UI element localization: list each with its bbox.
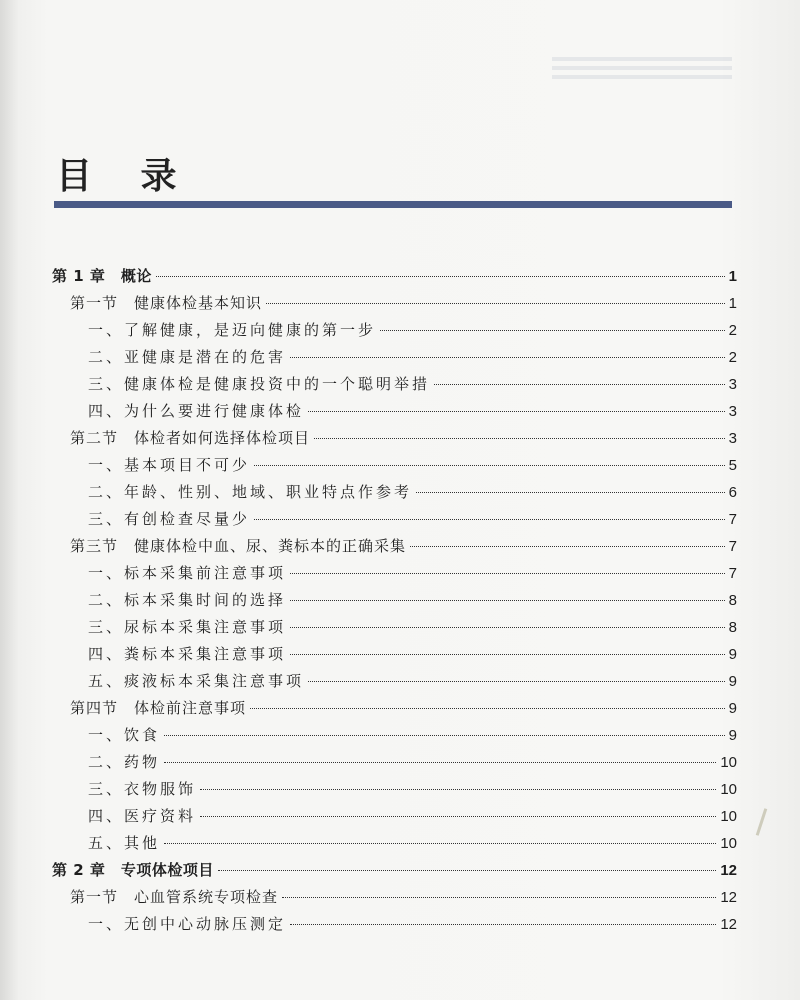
toc-entry-label: 四、粪标本采集注意事项 bbox=[88, 645, 287, 663]
dot-leader bbox=[308, 681, 725, 682]
toc-page-number: 9 bbox=[728, 727, 737, 744]
dot-leader bbox=[290, 924, 716, 925]
toc-page-number: 8 bbox=[728, 619, 737, 636]
dot-leader bbox=[200, 789, 716, 790]
toc-page-number: 2 bbox=[728, 322, 737, 339]
toc-page-number: 3 bbox=[728, 376, 737, 393]
dot-leader bbox=[314, 438, 725, 439]
toc-page-number: 7 bbox=[728, 565, 737, 582]
toc-page-number: 3 bbox=[728, 403, 737, 420]
dot-leader bbox=[380, 330, 725, 331]
toc-subsection-entry bbox=[52, 373, 737, 400]
toc-page-number: 10 bbox=[720, 808, 737, 825]
toc-subsection-entry bbox=[52, 670, 737, 697]
toc-entry-label: 三、有创检查尽量少 bbox=[88, 510, 251, 528]
toc-page-number: 7 bbox=[728, 538, 737, 555]
toc-entry-label: 第 1 章 概论 bbox=[52, 267, 152, 285]
toc-subsection-entry bbox=[52, 589, 737, 616]
bleed-through-text bbox=[552, 52, 732, 82]
toc-section-entry bbox=[52, 535, 737, 562]
title-rule bbox=[54, 201, 732, 208]
dot-leader bbox=[416, 492, 725, 493]
toc-page-number: 7 bbox=[728, 511, 737, 528]
toc-page-number: 1 bbox=[728, 295, 737, 312]
dot-leader bbox=[290, 357, 725, 358]
toc-entry-label: 第一节 心血管系统专项检查 bbox=[70, 888, 279, 906]
toc-entry-label: 一、标本采集前注意事项 bbox=[88, 564, 287, 582]
toc-page-number: 1 bbox=[728, 268, 737, 285]
toc-page-number: 10 bbox=[720, 754, 737, 771]
toc-entry-label: 四、为什么要进行健康体检 bbox=[88, 402, 305, 420]
dot-leader bbox=[156, 276, 725, 277]
toc-subsection-entry bbox=[52, 724, 737, 751]
toc-page-number: 12 bbox=[720, 916, 737, 933]
dot-leader bbox=[308, 411, 725, 412]
toc-subsection-entry bbox=[52, 562, 737, 589]
dot-leader bbox=[218, 870, 716, 871]
table-of-contents bbox=[52, 265, 737, 940]
toc-entry-label: 第四节 体检前注意事项 bbox=[70, 699, 247, 717]
toc-page-number: 12 bbox=[720, 889, 737, 906]
dot-leader bbox=[282, 897, 716, 898]
dot-leader bbox=[164, 762, 716, 763]
toc-page-number: 8 bbox=[728, 592, 737, 609]
dot-leader bbox=[410, 546, 725, 547]
dot-leader bbox=[290, 600, 725, 601]
dot-leader bbox=[164, 735, 725, 736]
dot-leader bbox=[266, 303, 725, 304]
toc-page-number: 10 bbox=[720, 781, 737, 798]
toc-entry-label: 三、衣物服饰 bbox=[88, 780, 197, 798]
dot-leader bbox=[254, 519, 725, 520]
toc-page-number: 6 bbox=[728, 484, 737, 501]
toc-entry-label: 第三节 健康体检中血、尿、粪标本的正确采集 bbox=[70, 537, 407, 555]
toc-entry-label: 第一节 健康体检基本知识 bbox=[70, 294, 263, 312]
toc-page-number: 9 bbox=[728, 646, 737, 663]
toc-title: 目 录 bbox=[56, 156, 195, 197]
toc-entry-label: 第 2 章 专项体检项目 bbox=[52, 861, 214, 879]
toc-section-entry bbox=[52, 886, 737, 913]
toc-entry-label: 二、亚健康是潜在的危害 bbox=[88, 348, 287, 366]
toc-subsection-entry bbox=[52, 778, 737, 805]
toc-section-entry bbox=[52, 292, 737, 319]
toc-entry-label: 三、健康体检是健康投资中的一个聪明举措 bbox=[88, 375, 431, 393]
toc-entry-label: 一、基本项目不可少 bbox=[88, 456, 251, 474]
toc-page-number: 5 bbox=[728, 457, 737, 474]
toc-entry-label: 第二节 体检者如何选择体检项目 bbox=[70, 429, 311, 447]
toc-section-entry bbox=[52, 427, 737, 454]
dot-leader bbox=[434, 384, 725, 385]
toc-subsection-entry bbox=[52, 481, 737, 508]
toc-subsection-entry bbox=[52, 616, 737, 643]
toc-entry-label: 一、了解健康，是迈向健康的第一步 bbox=[88, 321, 377, 339]
page-gutter bbox=[0, 0, 18, 1000]
toc-entry-label: 四、医疗资料 bbox=[88, 807, 197, 825]
toc-subsection-entry bbox=[52, 508, 737, 535]
toc-subsection-entry bbox=[52, 454, 737, 481]
toc-subsection-entry bbox=[52, 913, 737, 940]
toc-chapter-entry bbox=[52, 265, 737, 292]
dot-leader bbox=[254, 465, 725, 466]
toc-entry-label: 二、标本采集时间的选择 bbox=[88, 591, 287, 609]
toc-page-number: 10 bbox=[720, 835, 737, 852]
dot-leader bbox=[250, 708, 725, 709]
toc-page-number: 12 bbox=[720, 862, 737, 879]
toc-subsection-entry bbox=[52, 832, 737, 859]
toc-subsection-entry bbox=[52, 346, 737, 373]
pen-mark bbox=[756, 808, 768, 836]
toc-subsection-entry bbox=[52, 805, 737, 832]
toc-entry-label: 三、尿标本采集注意事项 bbox=[88, 618, 287, 636]
dot-leader bbox=[200, 816, 716, 817]
toc-entry-label: 一、饮食 bbox=[88, 726, 161, 744]
toc-entry-label: 一、无创中心动脉压测定 bbox=[88, 915, 287, 933]
toc-subsection-entry bbox=[52, 319, 737, 346]
toc-subsection-entry bbox=[52, 400, 737, 427]
toc-section-entry bbox=[52, 697, 737, 724]
toc-entry-label: 二、药物 bbox=[88, 753, 161, 771]
dot-leader bbox=[290, 654, 725, 655]
dot-leader bbox=[164, 843, 716, 844]
toc-page-number: 9 bbox=[728, 700, 737, 717]
toc-entry-label: 五、痰液标本采集注意事项 bbox=[88, 672, 305, 690]
toc-subsection-entry bbox=[52, 643, 737, 670]
dot-leader bbox=[290, 573, 725, 574]
toc-page-number: 2 bbox=[728, 349, 737, 366]
toc-entry-label: 二、年龄、性别、地域、职业特点作参考 bbox=[88, 483, 413, 501]
dot-leader bbox=[290, 627, 725, 628]
toc-subsection-entry bbox=[52, 751, 737, 778]
toc-chapter-entry bbox=[52, 859, 737, 886]
toc-entry-label: 五、其他 bbox=[88, 834, 161, 852]
toc-page-number: 9 bbox=[728, 673, 737, 690]
toc-page-number: 3 bbox=[728, 430, 737, 447]
